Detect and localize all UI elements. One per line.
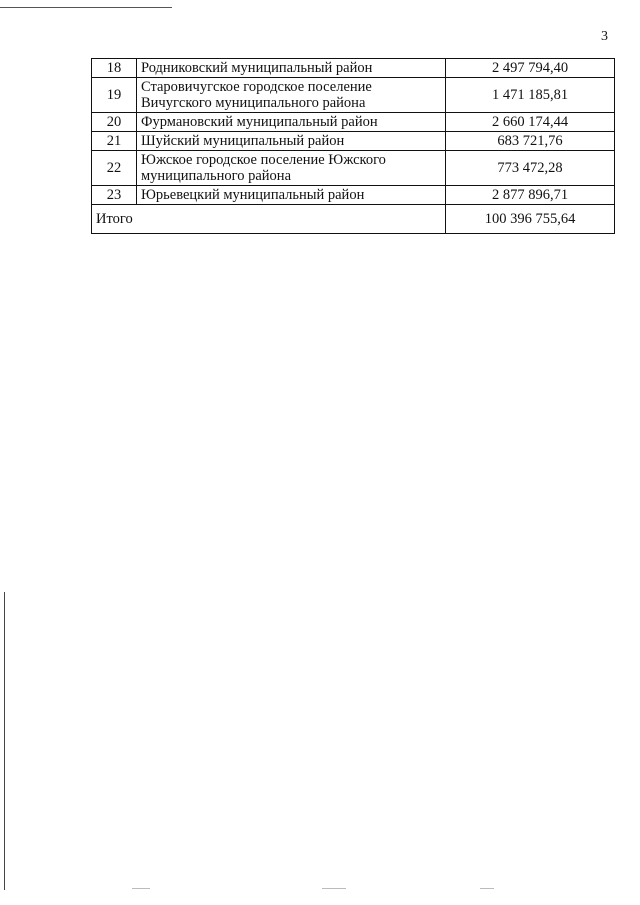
scan-speck: [480, 888, 494, 889]
table-row: [92, 78, 615, 113]
scan-margin-line: [4, 592, 5, 890]
municipality-name: Юрьевецкий муниципальный район: [137, 186, 446, 205]
table-row: [92, 113, 615, 132]
row-number: 23: [92, 186, 137, 205]
amount-value: 773 472,28: [446, 151, 615, 186]
row-number: 18: [92, 59, 137, 78]
total-row: [92, 205, 615, 234]
amount-value: 683 721,76: [446, 132, 615, 151]
amount-value: 2 877 896,71: [446, 186, 615, 205]
row-number: 21: [92, 132, 137, 151]
total-label: Итого: [92, 205, 446, 234]
municipality-name: Шуйский муниципальный район: [137, 132, 446, 151]
table-row: [92, 186, 615, 205]
amount-value: 2 660 174,44: [446, 113, 615, 132]
table-row: [92, 151, 615, 186]
allocation-table: [91, 58, 615, 234]
scan-speck: [132, 888, 150, 889]
row-number: 22: [92, 151, 137, 186]
header-rule: [0, 7, 172, 8]
municipality-name: Фурмановский муниципальный район: [137, 113, 446, 132]
scan-speck: [322, 888, 346, 889]
amount-value: 1 471 185,81: [446, 78, 615, 113]
row-number: 20: [92, 113, 137, 132]
table-row: [92, 59, 615, 78]
municipality-name: Старовичугское городское поселение Вичугского муниципального района: [137, 78, 446, 113]
municipality-name: Южское городское поселение Южского муниципального района: [137, 151, 446, 186]
table-row: [92, 132, 615, 151]
amount-value: 2 497 794,40: [446, 59, 615, 78]
page-number: 3: [601, 29, 608, 44]
total-amount: 100 396 755,64: [446, 205, 615, 234]
row-number: 19: [92, 78, 137, 113]
municipality-name: Родниковский муниципальный район: [137, 59, 446, 78]
